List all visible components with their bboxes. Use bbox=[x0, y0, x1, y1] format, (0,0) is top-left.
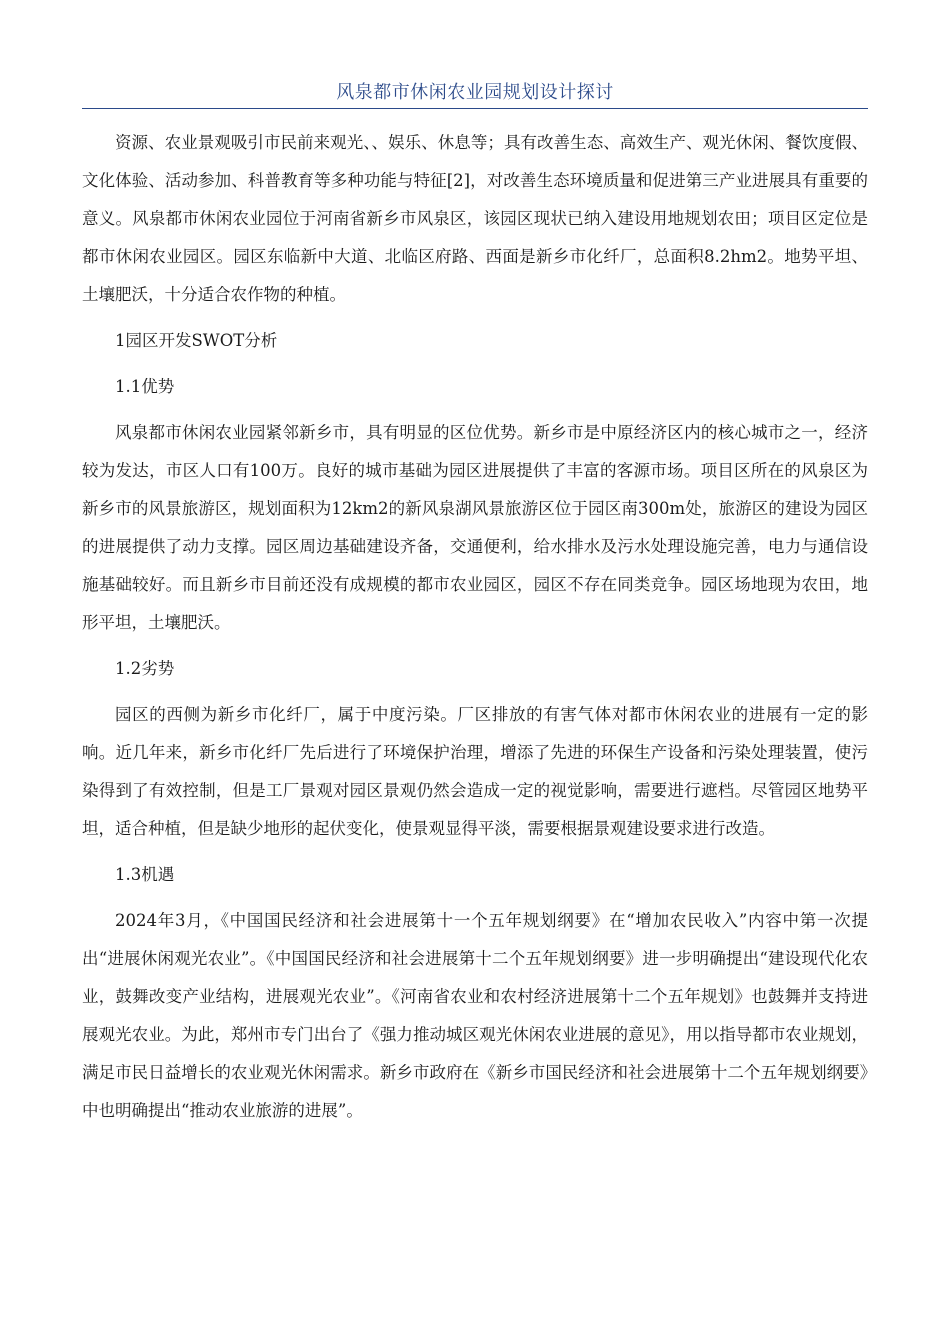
document-body bbox=[82, 124, 868, 1130]
paragraph-advantage: 风泉都市休闲农业园紧邻新乡市，具有明显的区位优势。新乡市是中原经济区内的核心城市之一，经济较为发达，市区人口有100万。良好的城市基础为园区进展提供了丰富的客源市场。项目区所在的风泉区为新乡市的风景旅游区，规划面积为12km2的新风泉湖风景旅游区位于园区南300m处，旅游区的建设为园区的进展提供了动力支撑。园区周边基础建设齐备，交通便利，给水排水及污水处理设施完善，电力与通信设施基础较好。而且新乡市目前还没有成规模的都市农业园区，园区不存在同类竞争。园区场地现为农田，地形平坦，土壤肥沃。 bbox=[82, 423, 868, 632]
header-divider bbox=[82, 108, 868, 109]
subsection-heading-advantage: 1.1优势 bbox=[115, 377, 175, 396]
subsection-heading-opportunity: 1.3机遇 bbox=[115, 865, 175, 884]
paragraph-intro: 资源、农业景观吸引市民前来观光、、娱乐、休息等；具有改善生态、高效生产、观光休闲、餐饮度假、文化体验、活动参加、科普教育等多种功能与特征[2]，对改善生态环境质量和促进第三产业进展具有重要的意义。风泉都市休闲农业园位于河南省新乡市风泉区，该园区现状已纳入建设用地规划农田；项目区定位是都市休闲农业园区。园区东临新中大道、北临区府路、西面是新乡市化纤厂，总面积8.2hm2。地势平坦、土壤肥沃，十分适合农作物的种植。 bbox=[82, 133, 868, 304]
subsection-heading-disadvantage: 1.2劣势 bbox=[115, 659, 175, 678]
paragraph-disadvantage: 园区的西侧为新乡市化纤厂，属于中度污染。厂区排放的有害气体对都市休闲农业的进展有一定的影响。近几年来，新乡市化纤厂先后进行了环境保护治理，增添了先进的环保生产设备和污染处理装置，使污染得到了有效控制，但是工厂景观对园区景观仍然会造成一定的视觉影响，需要进行遮档。尽管园区地势平坦，适合种植，但是缺少地形的起伏变化，使景观显得平淡，需要根据景观建设要求进行改造。 bbox=[82, 705, 868, 838]
section-heading-swot: 1园区开发SWOT分析 bbox=[115, 331, 278, 350]
running-header-title: 风泉都市休闲农业园规划设计探讨 bbox=[336, 82, 614, 103]
paragraph-opportunity: 2024年3月，《中国国民经济和社会进展第十一个五年规划纲要》在“增加农民收入”内容中第一次提出“进展休闲观光农业”。《中国国民经济和社会进展第十二个五年规划纲要》进一步明确提出“建设现代化农业，鼓舞改变产业结构，进展观光农业”。《河南省农业和农村经济进展第十二个五年规划》也鼓舞并支持进展观光农业。为此，郑州市专门出台了《强力推动城区观光休闲农业进展的意见》，用以指导都市农业规划，满足市民日益增长的农业观光休闲需求。新乡市政府在《新乡市国民经济和社会进展第十二个五年规划纲要》中也明确提出“推动农业旅游的进展”。 bbox=[82, 911, 868, 1120]
